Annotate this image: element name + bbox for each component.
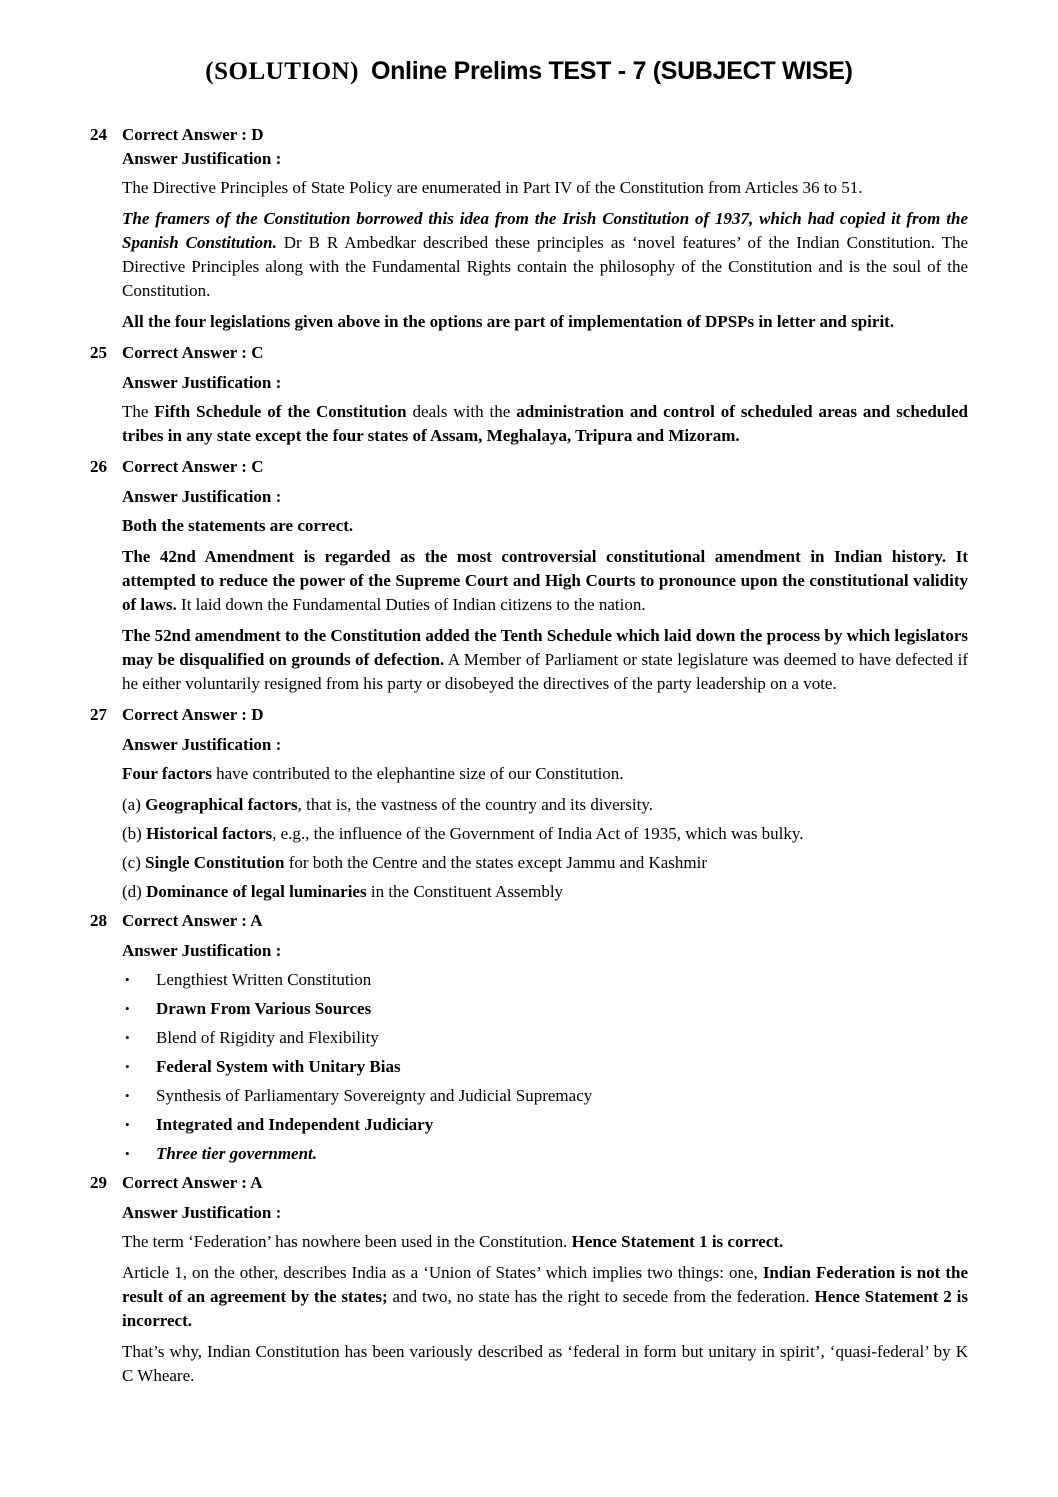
bullet-text: [156, 968, 968, 992]
bullet-text: [156, 1084, 968, 1108]
text-run: Single Constitution: [145, 853, 285, 872]
text-run: The 42nd Amendment is regarded as the most controversial constitutional amendment in Indian history. It attempted to reduce the power of the Supreme Court and High Courts to pronounce upon the constitutional validity of laws.: [122, 547, 968, 614]
text-run: The: [122, 402, 155, 421]
question-number: 25: [90, 343, 107, 362]
paragraph: [122, 1340, 968, 1388]
text-run: A Member of Parliament or state legislature was deemed to have defected if he either voluntarily resigned from his party or disobeyed the directives of the party leadership on a vote.: [122, 650, 968, 693]
text-run: The framers of the Constitution borrowed this idea from the Irish Constitution of 1937, which had copied it from the Spanish Constitution.: [122, 209, 968, 252]
question-block: [90, 341, 968, 455]
bullet-item: [122, 1026, 968, 1050]
text-run: Dr B R Ambedkar described these principles as ‘novel features’ of the Indian Constitution. The Directive Principles along with the Fundamental Rights contain the philosophy of the Constitution and is the soul of the Constitution.: [122, 233, 968, 300]
question-number: 27: [90, 705, 107, 724]
bullet-icon: •: [125, 1117, 130, 1132]
bullet-item: [122, 968, 968, 992]
text-run: Four factors: [122, 764, 212, 783]
text-run: in the Constituent Assembly: [366, 882, 564, 901]
justification-label: Answer Justification :: [122, 487, 282, 506]
bullet-text: [156, 1113, 968, 1137]
text-run: , e.g., the influence of the Government of India Act of 1935, which was bulky.: [272, 824, 804, 843]
justification-label: Answer Justification :: [122, 373, 282, 392]
question-block: [90, 123, 968, 341]
bullet-item: [122, 1055, 968, 1079]
paragraph: [122, 310, 968, 334]
justification-label: Answer Justification :: [122, 735, 282, 754]
text-run: That’s why, Indian Constitution has been variously described as ‘federal in form but unitary in spirit’, ‘quasi-federal’ by K C Wheare.: [122, 1342, 968, 1385]
title-solution-label: (SOLUTION): [205, 58, 359, 85]
text-run: The Directive Principles of State Policy are enumerated in Part IV of the Constitution from Articles 36 to 51.: [122, 178, 863, 197]
bullet-item: [122, 997, 968, 1021]
text-run: Indian Federation is not the result of an agreement by the states;: [122, 1263, 968, 1306]
correct-answer-line: Correct Answer : C: [122, 343, 264, 362]
text-run: deals with the: [406, 402, 517, 421]
paragraph: [122, 545, 968, 617]
paragraph: [122, 880, 968, 904]
text-run: Drawn From Various Sources: [156, 999, 372, 1018]
bullet-text: [156, 1026, 968, 1050]
questions-container: [90, 123, 968, 1395]
bullet-icon: •: [125, 1030, 130, 1045]
text-run: Dominance of legal luminaries: [146, 882, 367, 901]
correct-answer-line: Correct Answer : A: [122, 1173, 263, 1192]
text-run: Blend of Rigidity and Flexibility: [156, 1028, 379, 1047]
paragraph: [122, 514, 968, 538]
text-run: (b): [122, 824, 147, 843]
paragraph: [122, 851, 968, 875]
text-run: Article 1, on the other, describes India as a ‘Union of States’ which implies two things: one,: [122, 1263, 763, 1282]
justification-label: Answer Justification :: [122, 149, 282, 168]
question-block: [90, 455, 968, 703]
text-run: (d): [122, 882, 147, 901]
text-run: Synthesis of Parliamentary Sovereignty and Judicial Supremacy: [156, 1086, 593, 1105]
bullet-icon: •: [125, 1146, 130, 1161]
text-run: Three tier government.: [156, 1144, 318, 1163]
text-run: Hence Statement 2 is incorrect.: [122, 1287, 968, 1330]
bullet-icon: •: [125, 972, 130, 987]
question-body: [122, 455, 968, 703]
text-run: for both the Centre and the states except Jammu and Kashmir: [284, 853, 707, 872]
text-run: Historical factors: [146, 824, 273, 843]
question-body: [122, 909, 968, 1171]
title-main-label: Online Prelims TEST - 7 (SUBJECT WISE): [370, 57, 853, 85]
text-run: administration and control of scheduled areas and scheduled tribes in any state except the four states of Assam, Meghalaya, Tripura and Mizoram.: [122, 402, 968, 445]
correct-answer-line: Correct Answer : A: [122, 911, 263, 930]
text-run: Fifth Schedule of the Constitution: [154, 402, 407, 421]
text-run: The 52nd amendment to the Constitution added the Tenth Schedule which laid down the process by which legislators may be disqualified on grounds of defection.: [122, 626, 968, 669]
text-run: Federal System with Unitary Bias: [156, 1057, 401, 1076]
paragraph: [122, 400, 968, 448]
paragraph: [122, 793, 968, 817]
text-run: , that is, the vastness of the country and its diversity.: [297, 795, 653, 814]
question-block: [90, 703, 968, 909]
text-run: (a): [122, 795, 146, 814]
page-title: [90, 56, 968, 87]
bullet-text: [156, 997, 968, 1021]
question-block: [90, 1171, 968, 1395]
text-run: and two, no state has the right to secede from the federation.: [387, 1287, 815, 1306]
text-run: The term ‘Federation’ has nowhere been used in the Constitution.: [122, 1232, 572, 1251]
paragraph: [122, 1230, 968, 1254]
paragraph: [122, 762, 968, 786]
bullet-text: [156, 1142, 968, 1166]
correct-answer-line: Correct Answer : D: [122, 705, 264, 724]
question-number: 26: [90, 457, 107, 476]
paragraph: [122, 624, 968, 696]
question-body: [122, 123, 968, 341]
correct-answer-line: Correct Answer : D: [122, 125, 264, 144]
correct-answer-line: Correct Answer : C: [122, 457, 264, 476]
question-number: 28: [90, 911, 107, 930]
paragraph: [122, 176, 968, 200]
bullet-icon: •: [125, 1088, 130, 1103]
text-run: Geographical factors: [145, 795, 298, 814]
paragraph: [122, 1261, 968, 1333]
text-run: Integrated and Independent Judiciary: [156, 1115, 434, 1134]
question-body: [122, 1171, 968, 1395]
bullet-icon: •: [125, 1059, 130, 1074]
question-body: [122, 703, 968, 909]
justification-label: Answer Justification :: [122, 1203, 282, 1222]
text-run: Lengthiest Written Constitution: [156, 970, 372, 989]
text-run: Hence Statement 1 is correct.: [571, 1232, 784, 1251]
question-block: [90, 909, 968, 1171]
question-number: 29: [90, 1173, 107, 1192]
bullet-item: [122, 1142, 968, 1166]
bullet-item: [122, 1113, 968, 1137]
question-body: [122, 341, 968, 455]
text-run: Both the statements are correct.: [122, 516, 354, 535]
bullet-item: [122, 1084, 968, 1108]
text-run: (c): [122, 853, 146, 872]
text-run: It laid down the Fundamental Duties of Indian citizens to the nation.: [176, 595, 646, 614]
text-run: have contributed to the elephantine size of our Constitution.: [211, 764, 624, 783]
text-run: All the four legislations given above in the options are part of implementation of DPSPs in letter and spirit.: [122, 312, 895, 331]
bullet-icon: •: [125, 1001, 130, 1016]
justification-label: Answer Justification :: [122, 941, 282, 960]
bullet-text: [156, 1055, 968, 1079]
paragraph: [122, 822, 968, 846]
question-number: 24: [90, 125, 107, 144]
paragraph: [122, 207, 968, 303]
